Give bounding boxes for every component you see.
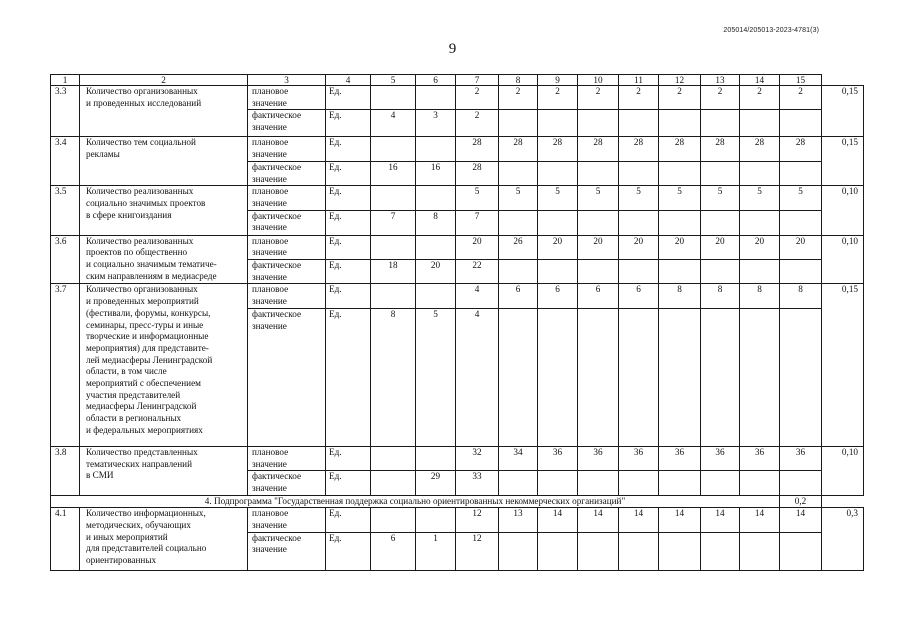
value-cell: 5	[619, 186, 659, 210]
indicator-name-line: области, в том числе	[86, 366, 167, 377]
value-kind: фактическое значение	[248, 161, 326, 185]
value-cell	[659, 308, 701, 446]
value-cell: 2	[456, 110, 499, 137]
header-cell: 7	[456, 75, 499, 86]
indicator-name	[80, 284, 248, 446]
value-cell: 36	[659, 446, 701, 470]
value-kind: фактическое значение	[248, 260, 326, 284]
value-cell	[659, 161, 701, 185]
value-cell	[701, 110, 740, 137]
indicator-name-line: и федеральных мероприятиях	[86, 424, 203, 435]
value-cell: 4	[456, 284, 499, 308]
value-cell	[371, 235, 416, 259]
table-row	[51, 446, 864, 470]
unit-cell: Ед.	[326, 161, 371, 185]
header-cell: 3	[248, 75, 326, 86]
value-cell: 8	[416, 210, 456, 235]
header-cell: 1	[51, 75, 80, 86]
weight-cell: 0,15	[822, 86, 864, 137]
value-cell	[416, 86, 456, 110]
indicator-name-line: участия представителей	[86, 389, 181, 400]
indicator-name-line: в СМИ	[86, 470, 114, 481]
value-cell: 5	[499, 186, 538, 210]
value-cell: 29	[416, 471, 456, 496]
indicator-number: 3.7	[51, 284, 80, 446]
value-cell: 14	[740, 508, 780, 532]
indicator-number: 3.3	[51, 86, 80, 137]
value-kind: плановое значение	[248, 235, 326, 259]
indicator-name	[80, 86, 248, 137]
indicator-name-line: Количество представленных	[86, 446, 198, 457]
indicator-name-line: тематических направлений	[86, 458, 192, 469]
indicator-name-line: и проведенных исследований	[86, 97, 202, 108]
value-cell: 20	[740, 235, 780, 259]
unit-cell: Ед.	[326, 86, 371, 110]
value-cell: 20	[416, 260, 456, 284]
value-cell	[499, 308, 538, 446]
value-cell: 14	[619, 508, 659, 532]
value-cell: 6	[538, 284, 578, 308]
value-cell	[499, 161, 538, 185]
header-cell: 6	[416, 75, 456, 86]
unit-cell: Ед.	[326, 508, 371, 532]
value-cell	[538, 532, 578, 570]
value-cell: 2	[780, 86, 822, 110]
value-cell	[578, 260, 619, 284]
value-cell	[701, 471, 740, 496]
value-cell	[780, 532, 822, 570]
value-cell: 2	[499, 86, 538, 110]
value-cell	[416, 186, 456, 210]
value-cell: 28	[499, 137, 538, 161]
indicator-name-line: и иных мероприятий	[86, 531, 168, 542]
weight-cell: 0,10	[822, 446, 864, 495]
value-cell: 28	[578, 137, 619, 161]
value-cell: 13	[499, 508, 538, 532]
header-cell: 4	[326, 75, 371, 86]
value-kind: фактическое значение	[248, 471, 326, 496]
value-kind: плановое значение	[248, 137, 326, 161]
value-kind: фактическое значение	[248, 210, 326, 235]
value-cell: 5	[538, 186, 578, 210]
value-cell: 8	[659, 284, 701, 308]
value-cell: 36	[578, 446, 619, 470]
value-cell: 28	[456, 137, 499, 161]
indicator-name-line: мероприятий с обеспечением	[86, 378, 201, 389]
table-row	[51, 137, 864, 161]
value-cell	[578, 210, 619, 235]
value-cell	[416, 137, 456, 161]
value-cell: 8	[780, 284, 822, 308]
value-cell: 2	[701, 86, 740, 110]
value-cell: 7	[371, 210, 416, 235]
indicator-name-line: Количество тем социальной	[86, 137, 196, 148]
unit-cell: Ед.	[326, 471, 371, 496]
value-cell	[701, 532, 740, 570]
unit-cell: Ед.	[326, 137, 371, 161]
value-cell	[780, 110, 822, 137]
value-cell: 14	[701, 508, 740, 532]
table-row	[51, 235, 864, 259]
table-row	[51, 86, 864, 110]
value-cell	[780, 308, 822, 446]
value-cell	[740, 260, 780, 284]
value-cell: 5	[740, 186, 780, 210]
value-cell: 1	[416, 532, 456, 570]
value-cell: 18	[371, 260, 416, 284]
value-cell: 20	[659, 235, 701, 259]
value-cell: 22	[456, 260, 499, 284]
value-cell	[740, 308, 780, 446]
value-cell	[740, 532, 780, 570]
header-cell: 8	[499, 75, 538, 86]
header-cell: 13	[701, 75, 740, 86]
indicator-name-line: ским направлениям в медиасреде	[86, 270, 217, 281]
value-cell	[780, 210, 822, 235]
value-cell	[740, 161, 780, 185]
value-cell: 5	[578, 186, 619, 210]
value-cell: 12	[456, 532, 499, 570]
indicator-name-line: методических, обучающих	[86, 519, 191, 530]
indicator-name	[80, 137, 248, 186]
table-row	[51, 508, 864, 532]
indicator-name-line: Количество организованных	[86, 86, 198, 96]
value-cell	[416, 508, 456, 532]
value-cell	[538, 210, 578, 235]
indicator-name-line: области в региональных	[86, 413, 182, 424]
value-cell: 34	[499, 446, 538, 470]
value-cell	[538, 471, 578, 496]
indicator-name-line: творческие и информационные	[86, 331, 209, 342]
header-cell: 10	[578, 75, 619, 86]
value-kind: плановое значение	[248, 446, 326, 470]
indicator-name-line: Количество организованных	[86, 284, 198, 295]
value-cell	[619, 260, 659, 284]
value-cell	[371, 471, 416, 496]
header-cell: 12	[659, 75, 701, 86]
indicators-table	[50, 74, 864, 571]
value-cell: 20	[578, 235, 619, 259]
value-cell: 20	[456, 235, 499, 259]
value-cell: 8	[740, 284, 780, 308]
indicator-name-line: и социально значимым тематиче-	[86, 259, 217, 270]
value-cell	[371, 508, 416, 532]
value-cell	[578, 471, 619, 496]
value-cell: 28	[659, 137, 701, 161]
indicator-name-line: Количество реализованных	[86, 186, 194, 197]
value-cell	[659, 471, 701, 496]
subprogram-title: 4. Подпрограмма "Государственная поддержка социально ориентированных некоммерческих организаций"	[51, 496, 780, 508]
indicator-name-line: лей медиасферы Ленинградской	[86, 354, 213, 365]
value-cell: 5	[456, 186, 499, 210]
value-cell	[499, 532, 538, 570]
value-cell: 20	[619, 235, 659, 259]
value-kind: фактическое значение	[248, 308, 326, 446]
value-cell: 28	[538, 137, 578, 161]
value-cell: 28	[619, 137, 659, 161]
table-row	[51, 284, 864, 308]
value-cell	[371, 446, 416, 470]
indicator-name-line: мероприятия) для представите-	[86, 342, 209, 353]
value-cell	[499, 260, 538, 284]
indicator-name-line: семинары, пресс-туры и иные	[86, 319, 204, 330]
indicator-number: 3.6	[51, 235, 80, 284]
value-cell	[578, 161, 619, 185]
indicator-name-line: (фестивали, форумы, конкурсы,	[86, 307, 211, 318]
value-cell	[659, 210, 701, 235]
value-cell	[619, 110, 659, 137]
value-cell	[578, 110, 619, 137]
value-cell	[371, 284, 416, 308]
unit-cell: Ед.	[326, 210, 371, 235]
header-cell: 9	[538, 75, 578, 86]
indicator-name	[80, 186, 248, 235]
value-cell: 2	[538, 86, 578, 110]
indicator-name-line: в сфере книгоиздания	[86, 209, 172, 220]
value-kind: плановое значение	[248, 186, 326, 210]
unit-cell: Ед.	[326, 532, 371, 570]
value-cell: 14	[659, 508, 701, 532]
value-cell: 3	[416, 110, 456, 137]
value-cell: 4	[456, 308, 499, 446]
weight-cell: 0,10	[822, 235, 864, 284]
weight-cell: 0,10	[822, 186, 864, 235]
value-cell: 5	[701, 186, 740, 210]
value-cell	[619, 161, 659, 185]
value-cell: 16	[416, 161, 456, 185]
value-cell: 28	[456, 161, 499, 185]
value-cell	[701, 161, 740, 185]
document-id: 205014/205013-2023-4781(3)	[723, 27, 819, 34]
value-cell: 2	[456, 86, 499, 110]
value-cell: 7	[456, 210, 499, 235]
value-cell: 6	[499, 284, 538, 308]
value-cell: 36	[619, 446, 659, 470]
header-row	[51, 75, 864, 86]
header-cell: 14	[740, 75, 780, 86]
indicator-name	[80, 446, 248, 495]
value-cell: 6	[578, 284, 619, 308]
value-cell: 5	[780, 186, 822, 210]
value-cell	[499, 210, 538, 235]
indicator-name-line: Количество реализованных	[86, 235, 194, 246]
value-cell	[740, 471, 780, 496]
value-cell: 32	[456, 446, 499, 470]
value-cell: 5	[416, 308, 456, 446]
unit-cell: Ед.	[326, 446, 371, 470]
value-kind: фактическое значение	[248, 110, 326, 137]
value-cell	[578, 308, 619, 446]
indicator-name	[80, 508, 248, 570]
value-cell	[499, 471, 538, 496]
value-cell: 20	[538, 235, 578, 259]
value-cell	[619, 471, 659, 496]
value-cell: 2	[740, 86, 780, 110]
value-cell: 28	[740, 137, 780, 161]
value-cell	[780, 471, 822, 496]
value-cell: 6	[619, 284, 659, 308]
value-cell	[701, 210, 740, 235]
weight-cell: 0,15	[822, 137, 864, 186]
weight-cell: 0,15	[822, 284, 864, 446]
indicator-name-line: для представителей социально	[86, 543, 207, 554]
indicator-name	[80, 235, 248, 284]
indicator-name-line: ориентированных	[86, 555, 157, 566]
value-kind: плановое значение	[248, 86, 326, 110]
indicator-number: 3.8	[51, 446, 80, 495]
indicator-name-line: медиасферы Ленинградской	[86, 401, 197, 412]
indicator-name-line: Количество информационных,	[86, 508, 206, 519]
value-cell: 28	[701, 137, 740, 161]
indicator-number: 3.5	[51, 186, 80, 235]
weight-cell: 0,3	[822, 508, 864, 570]
value-cell	[780, 161, 822, 185]
value-cell	[578, 532, 619, 570]
value-cell	[701, 308, 740, 446]
value-cell: 20	[701, 235, 740, 259]
value-cell: 14	[578, 508, 619, 532]
unit-cell: Ед.	[326, 260, 371, 284]
value-cell	[701, 260, 740, 284]
indicator-number: 4.1	[51, 508, 80, 570]
value-cell	[619, 532, 659, 570]
indicator-name-line: и проведенных мероприятий	[86, 296, 199, 307]
value-kind: фактическое значение	[248, 532, 326, 570]
value-cell: 36	[538, 446, 578, 470]
value-cell: 2	[578, 86, 619, 110]
header-cell: 2	[80, 75, 248, 86]
header-cell: 5	[371, 75, 416, 86]
value-cell: 33	[456, 471, 499, 496]
value-cell: 4	[371, 110, 416, 137]
subprogram-weight: 0,2	[780, 496, 822, 508]
value-cell	[659, 532, 701, 570]
value-cell	[780, 260, 822, 284]
value-cell	[371, 86, 416, 110]
value-cell: 14	[538, 508, 578, 532]
header-cell: 15	[780, 75, 822, 86]
indicator-name-line: социально значимых проектов	[86, 197, 206, 208]
subprogram-row	[51, 496, 864, 508]
value-cell	[416, 284, 456, 308]
value-cell	[538, 260, 578, 284]
value-cell: 5	[659, 186, 701, 210]
value-cell	[371, 137, 416, 161]
unit-cell: Ед.	[326, 284, 371, 308]
unit-cell: Ед.	[326, 110, 371, 137]
header-cell: 11	[619, 75, 659, 86]
value-cell	[371, 186, 416, 210]
value-cell	[538, 161, 578, 185]
table-row	[51, 186, 864, 210]
value-cell	[740, 210, 780, 235]
value-cell: 8	[371, 308, 416, 446]
indicator-number: 3.4	[51, 137, 80, 186]
unit-cell: Ед.	[326, 235, 371, 259]
value-cell: 36	[701, 446, 740, 470]
value-cell	[538, 308, 578, 446]
value-cell: 36	[780, 446, 822, 470]
indicator-name-line: проектов по общественно	[86, 247, 188, 258]
value-cell: 16	[371, 161, 416, 185]
value-cell	[499, 110, 538, 137]
value-cell: 26	[499, 235, 538, 259]
value-cell: 2	[619, 86, 659, 110]
value-cell	[619, 308, 659, 446]
value-cell: 36	[740, 446, 780, 470]
value-kind: плановое значение	[248, 508, 326, 532]
value-cell: 12	[456, 508, 499, 532]
value-cell	[659, 260, 701, 284]
value-cell: 28	[780, 137, 822, 161]
value-cell	[619, 210, 659, 235]
indicator-name-line: рекламы	[86, 149, 120, 160]
value-kind: плановое значение	[248, 284, 326, 308]
value-cell: 14	[780, 508, 822, 532]
value-cell	[416, 235, 456, 259]
value-cell	[416, 446, 456, 470]
value-cell: 20	[780, 235, 822, 259]
page-number: 9	[448, 41, 457, 57]
value-cell	[659, 110, 701, 137]
value-cell: 2	[659, 86, 701, 110]
value-cell	[740, 110, 780, 137]
value-cell	[538, 110, 578, 137]
unit-cell: Ед.	[326, 308, 371, 446]
unit-cell: Ед.	[326, 186, 371, 210]
value-cell: 8	[701, 284, 740, 308]
value-cell: 6	[371, 532, 416, 570]
